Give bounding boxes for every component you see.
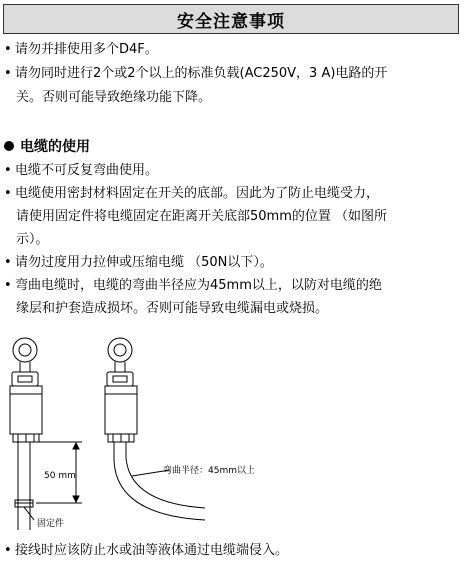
bullet-item: • 电缆不可反复弯曲使用。 xyxy=(4,163,159,178)
bullet-item: • 电缆使用密封材料固定在开关的底部。因此为了防止电缆受力， xyxy=(4,186,380,201)
fixture-label: 固定件 xyxy=(37,519,65,529)
bullet-item: • 弯曲电缆时，电缆的弯曲半径应为45mm以上，以防对电缆的绝 xyxy=(4,278,382,293)
bend-radius-label: 弯曲半径：45mm以上 xyxy=(163,466,255,476)
page-title: 安全注意事项 xyxy=(3,4,459,34)
limit-switch-right xyxy=(105,338,205,520)
bullet-item: • 请勿并排使用多个D4F。 xyxy=(4,42,158,57)
bullet-continuation: 示）。 xyxy=(16,232,49,247)
bullet-item: • 接线时应该防止水或油等液体通过电缆端侵入。 xyxy=(4,543,289,558)
limit-switch-left xyxy=(10,338,42,530)
bullet-item: • 请勿同时进行2个或2个以上的标准负载(AC250V，3 A)电路的开 xyxy=(4,66,388,81)
dimension-label: 50 mm xyxy=(44,471,76,481)
bullet-item: • 请勿过度用力拉伸或压缩电缆 （50N以下）。 xyxy=(4,255,273,270)
fixture-leader-line xyxy=(24,507,34,520)
bullet-continuation: 缘层和护套造成损坏。否则可能导致电缆漏电或烧损。 xyxy=(16,301,329,316)
bullet-continuation: 关。否则可能导致绝缘功能下降。 xyxy=(16,90,212,105)
section-heading: 电缆的使用 xyxy=(4,136,90,158)
bullet-continuation: 请使用固定件将电缆固定在距离开关底部50mm的位置 （如图所 xyxy=(16,209,388,224)
